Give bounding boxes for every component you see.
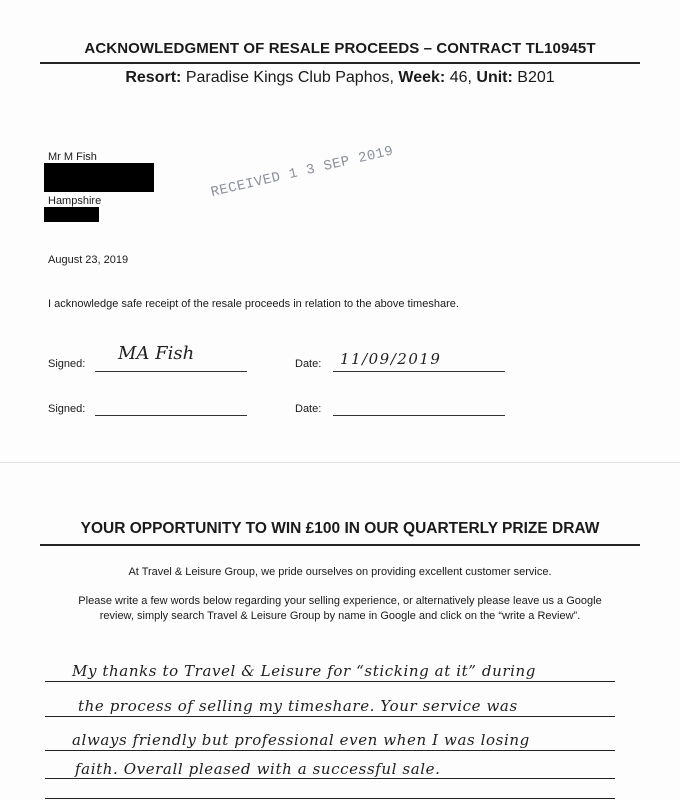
write-line-2[interactable] xyxy=(45,715,615,717)
date-line-2[interactable] xyxy=(333,414,505,416)
write-line-1[interactable] xyxy=(45,680,615,682)
handwritten-date: 11/09/2019 xyxy=(340,350,442,368)
redacted-address-line xyxy=(44,163,154,192)
prize-heading-underline xyxy=(40,544,640,546)
week-label: Week: xyxy=(398,69,446,86)
received-stamp: RECEIVED 1 3 SEP 2019 xyxy=(209,143,396,201)
letter-date: August 23, 2019 xyxy=(48,254,129,266)
page-fold-divider xyxy=(0,462,680,463)
recipient-county: Hampshire xyxy=(48,195,102,207)
review-line-4: faith. Overall pleased with a successful sale. xyxy=(75,760,441,778)
resort-value: Paradise Kings Club Paphos, xyxy=(185,69,394,86)
date-line-1[interactable] xyxy=(333,370,505,372)
recipient-name: Mr M Fish xyxy=(48,151,97,163)
signed-label-2: Signed: xyxy=(48,403,86,415)
date-label-2: Date: xyxy=(295,403,322,415)
signature-line-2[interactable] xyxy=(95,414,247,416)
review-line-2: the process of selling my timeshare. Your service was xyxy=(78,697,518,715)
acknowledgement-text: I acknowledge safe receipt of the resale proceeds in relation to the above timeshare. xyxy=(48,298,459,310)
prize-instructions-line-2: review, simply search Travel & Leisure Group by name in Google and click on the “write a Review”. xyxy=(99,610,581,622)
prize-instructions-line-1: Please write a few words below regarding your selling experience, or alternatively please leave us a Google xyxy=(78,595,602,607)
review-line-1: My thanks to Travel & Leisure for “sticking at it” during xyxy=(72,662,536,680)
redacted-postcode xyxy=(44,207,99,222)
prize-heading: YOUR OPPORTUNITY TO WIN £100 IN OUR QUARTERLY PRIZE DRAW xyxy=(80,520,600,537)
prize-intro: At Travel & Leisure Group, we pride ourselves on providing excellent customer service. xyxy=(128,566,552,578)
write-line-5[interactable] xyxy=(45,797,615,799)
resort-line xyxy=(0,69,680,87)
signed-label-1: Signed: xyxy=(48,358,86,370)
unit-value: B201 xyxy=(517,69,555,86)
signature-line-1[interactable] xyxy=(95,370,247,372)
write-line-4[interactable] xyxy=(45,777,615,779)
date-label-1: Date: xyxy=(295,358,322,370)
review-line-3: always friendly but professional even when I was losing xyxy=(72,731,530,749)
document-title: ACKNOWLEDGMENT OF RESALE PROCEEDS – CONTRACT TL10945T xyxy=(84,40,596,57)
unit-label: Unit: xyxy=(476,69,513,86)
resort-label: Resort: xyxy=(125,69,182,86)
write-line-3[interactable] xyxy=(45,749,615,751)
week-value: 46, xyxy=(449,69,472,86)
title-underline xyxy=(40,62,640,64)
handwritten-signature: MA Fish xyxy=(118,343,195,364)
